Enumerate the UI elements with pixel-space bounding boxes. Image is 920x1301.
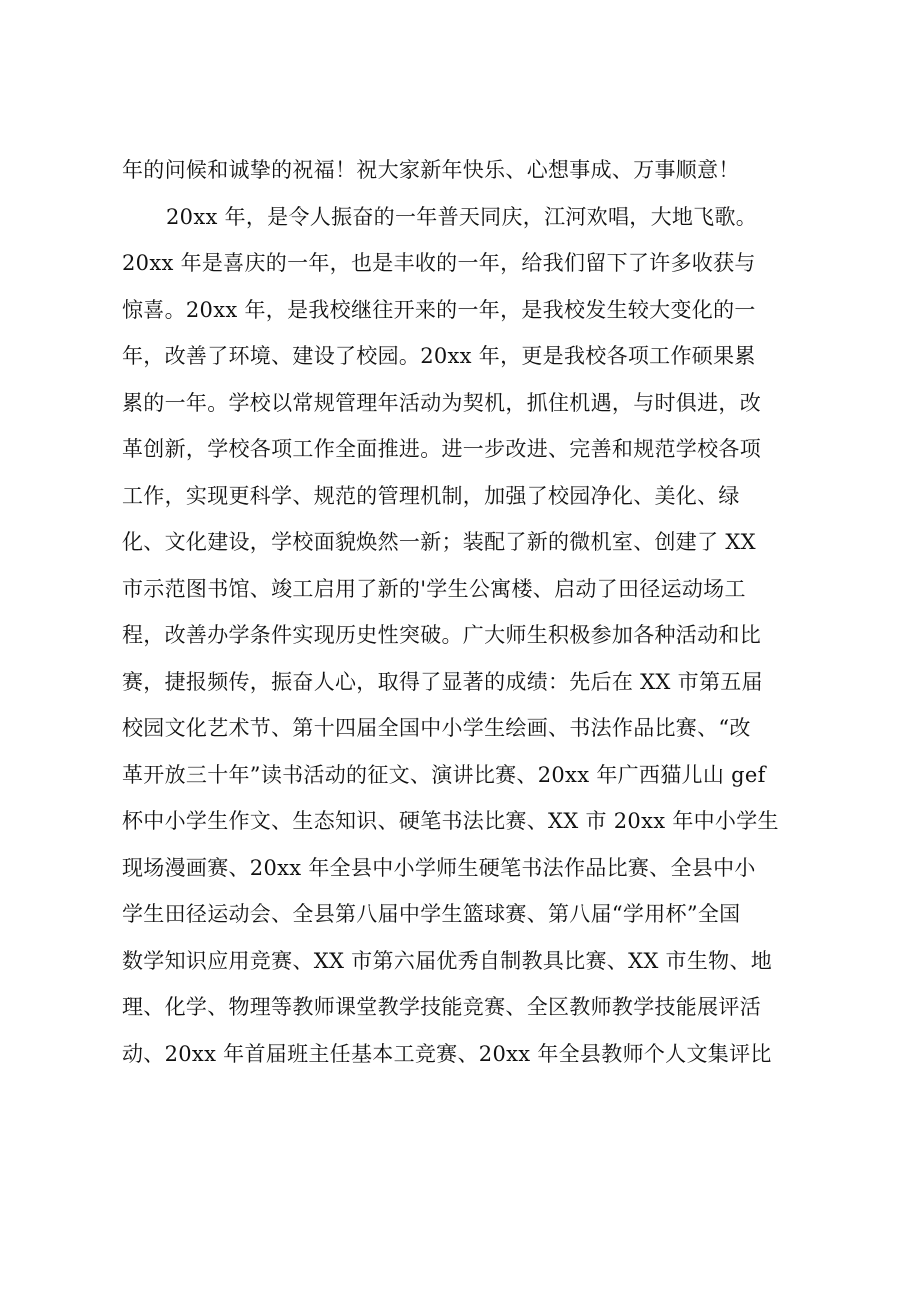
text-line: 20xx 年是喜庆的一年，也是丰收的一年，给我们留下了许多收获与 bbox=[122, 251, 756, 275]
text-line: 理、化学、物理等教师课堂教学技能竞赛、全区教师教学技能展评活 bbox=[122, 995, 761, 1019]
text-line: 校园文化艺术节、第十四届全国中小学生绘画、书法作品比赛、“改 bbox=[122, 716, 751, 740]
text-line: 革创新，学校各项工作全面推进。进一步改进、完善和规范学校各项 bbox=[122, 437, 761, 461]
text-line: 程，改善办学条件实现历史性突破。广大师生积极参加各种活动和比 bbox=[122, 623, 761, 647]
body-text bbox=[122, 147, 802, 1077]
text-line: 年的问候和诚挚的祝福！祝大家新年快乐、心想事成、万事顺意！ bbox=[122, 158, 740, 182]
text-line: 现场漫画赛、20xx 年全县中小学师生硬笔书法作品比赛、全县中小 bbox=[122, 855, 756, 880]
text-line: 市示范图书馆、竣工启用了新的'学生公寓楼、启动了田径运动场工 bbox=[122, 576, 746, 601]
text-line: 学生田径运动会、全县第八届中学生篮球赛、第八届“学用杯”全国 bbox=[122, 902, 741, 926]
paragraph-first-line: 20xx 年，是令人振奋的一年普天同庆，江河欢唱，大地飞歌。 bbox=[166, 204, 758, 229]
text-line: 年，改善了环境、建设了校园。20xx 年，更是我校各项工作硕果累 bbox=[122, 344, 756, 368]
text-line: 动、20xx 年首届班主任基本工竞赛、20xx 年全县教师个人文集评比 bbox=[122, 1041, 772, 1066]
text-line: 数学知识应用竞赛、XX 市第六届优秀自制教具比赛、XX 市生物、地 bbox=[122, 948, 773, 973]
text-line: 工作，实现更科学、规范的管理机制，加强了校园净化、美化、绿 bbox=[122, 483, 740, 508]
text-line: 惊喜。20xx 年，是我校继往开来的一年，是我校发生较大变化的一 bbox=[122, 297, 756, 322]
text-line: 累的一年。学校以常规管理年活动为契机，抓住机遇，与时俱进，改 bbox=[122, 390, 761, 415]
text-line: 化、文化建设，学校面貌焕然一新；装配了新的微机室、创建了 XX bbox=[122, 530, 756, 554]
text-line: 革开放三十年”读书活动的征文、演讲比赛、20xx 年广西猫儿山 gef bbox=[122, 762, 766, 787]
text-line: 赛，捷报频传，振奋人心，取得了显著的成绩：先后在 XX 市第五届 bbox=[122, 669, 763, 694]
text-line: 杯中小学生作文、生态知识、硬笔书法比赛、XX 市 20xx 年中小学生 bbox=[122, 809, 779, 833]
